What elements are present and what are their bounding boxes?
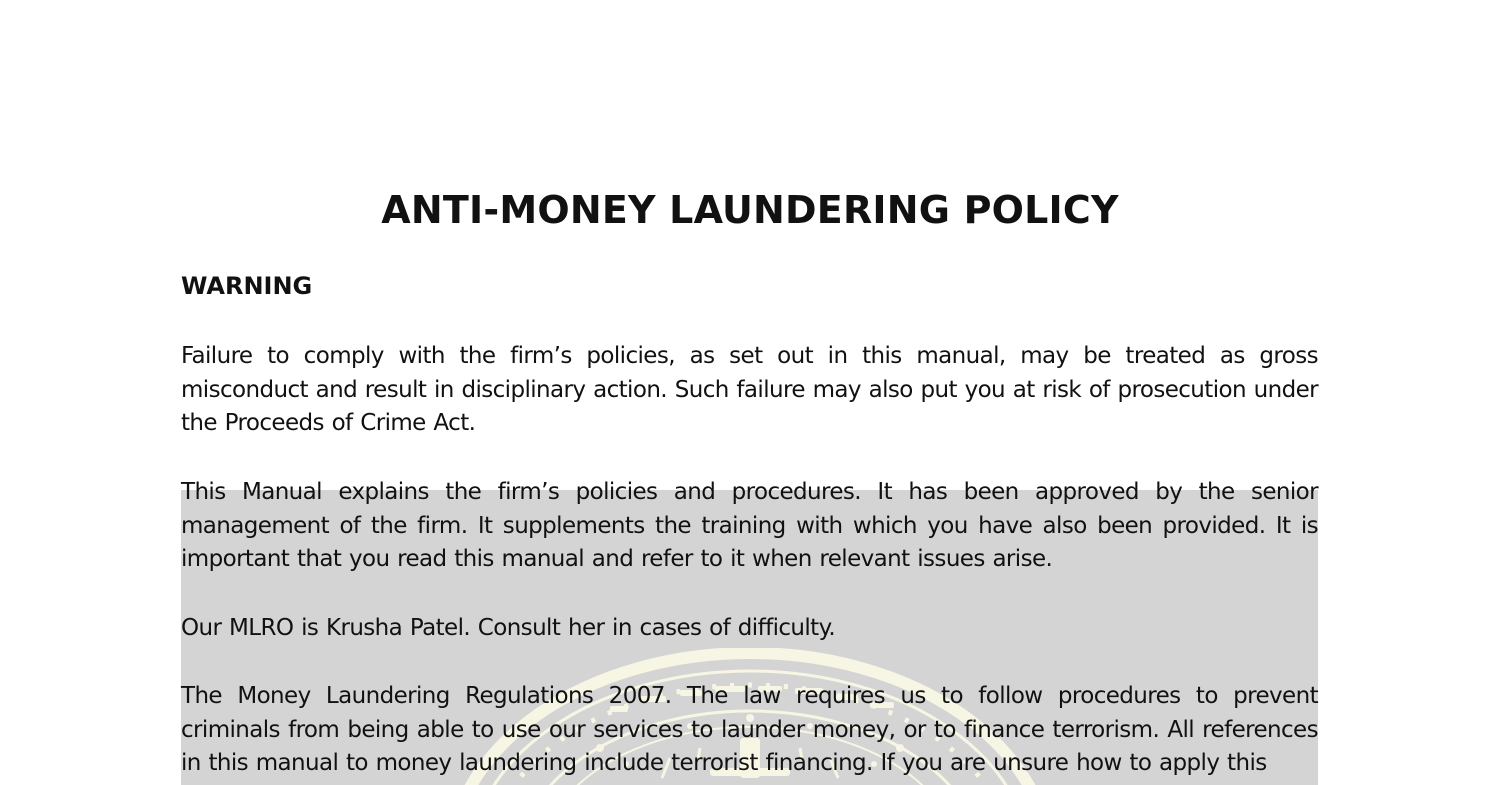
paragraph-manual-explanation: This Manual explains the firm’s policies and procedures. It has been approved by the senior management of the firm. It supplements the training with which you have also been provided. It is important that you read this manual and refer to it when relevant issues arise. <box>181 479 1318 572</box>
document-title: ANTI-MONEY LAUNDERING POLICY <box>381 188 1119 232</box>
paragraph-warning-text: Failure to comply with the firm’s policies, as set out in this manual, may be treated as gross misconduct and result in disciplinary action. Such failure may also put you at risk of prosecution under the Proceeds of Crime Act. <box>181 343 1319 436</box>
paragraph-regulations: The Money Laundering Regulations 2007. The law requires us to follow procedures to prevent criminals from being able to use our services to launder money, or to finance terrorism. All references in this manual to money laundering include terrorist financing. If you are unsure how to apply this <box>181 683 1318 776</box>
paragraph-mlro-contact: Our MLRO is Krusha Patel. Consult her in cases of difficulty. <box>181 615 836 641</box>
warning-heading: WARNING <box>181 272 313 300</box>
